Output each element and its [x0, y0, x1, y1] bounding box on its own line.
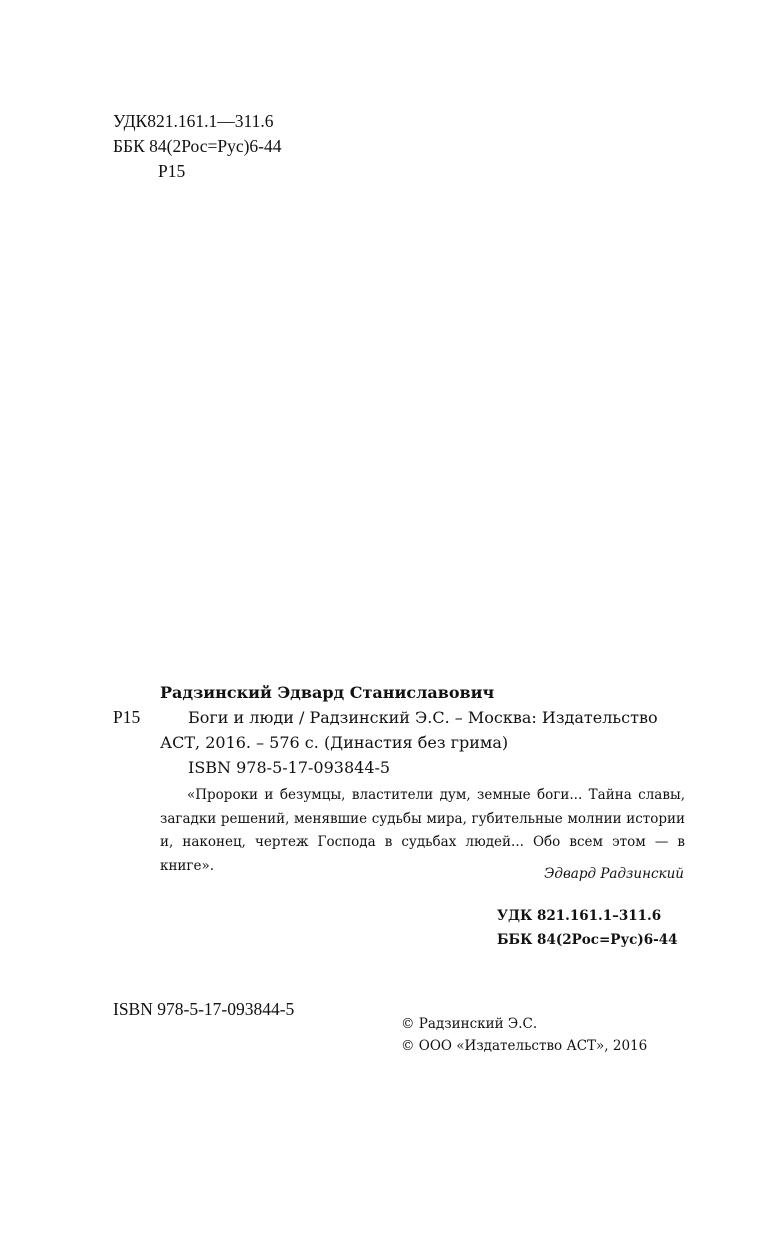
author-name: Радзинский Эдвард Станиславович — [160, 683, 495, 702]
card-isbn: ISBN 978-5-17-093844-5 — [188, 758, 391, 777]
title-line-1: Боги и люди / Радзинский Э.С. – Москва: Издательство — [188, 708, 658, 727]
annotation: «Пророки и безумцы, властители дум, земные боги... Тайна славы, загадки решений, менявшие судьбы мира, губительные молнии истории и, наконец, чертеж Господа в судьбах людей... Обо всем этом — в книге». — [160, 787, 685, 874]
copyright-author: © Радзинский Э.С. — [401, 1016, 538, 1032]
title-line-2: АСТ, 2016. – 576 с. (Династия без грима) — [160, 733, 509, 752]
footer-isbn: ISBN 978-5-17-093844-5 — [113, 999, 295, 1019]
copyright-publisher: © ООО «Издательство АСТ», 2016 — [401, 1038, 648, 1054]
author-code-top: Р15 — [158, 161, 186, 181]
bbk: ББК 84(2Рос=Рус)6-44 — [497, 932, 678, 948]
udk: УДК 821.161.1–311.6 — [497, 908, 662, 924]
udk-top: УДК821.161.1—311.6 — [113, 111, 274, 131]
signature: Эдвард Радзинский — [544, 866, 684, 882]
author-code: Р15 — [113, 707, 141, 727]
bbk-top: ББК 84(2Рос=Рус)6-44 — [113, 136, 282, 156]
